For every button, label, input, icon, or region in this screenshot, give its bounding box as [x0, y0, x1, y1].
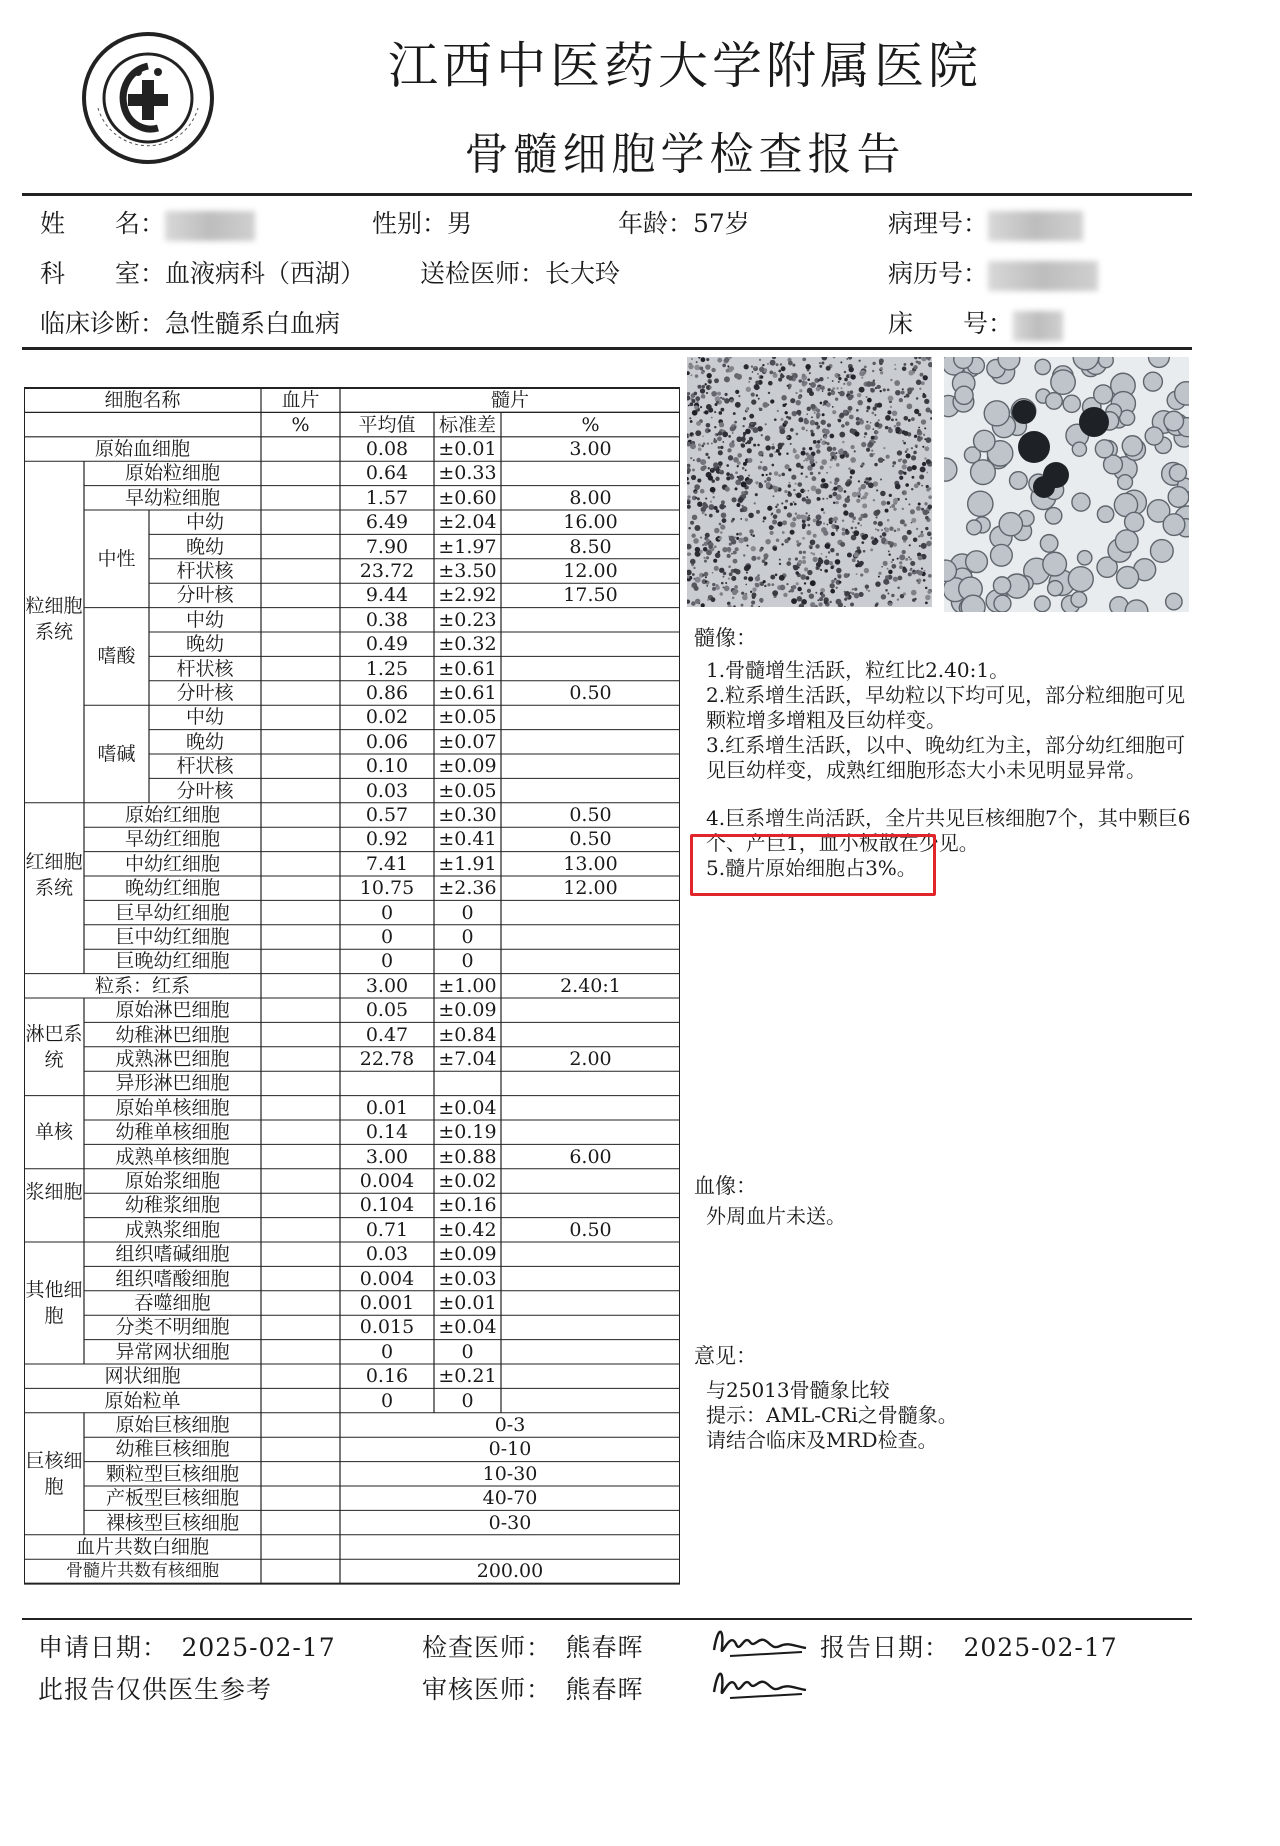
table-row-name: 幼稚单核细胞	[115, 1121, 230, 1144]
sd-value: 0	[461, 901, 474, 924]
sd-value: ±7.04	[438, 1048, 497, 1070]
table-row-name: 异常网状细胞	[115, 1340, 230, 1363]
sd-value: ±0.19	[438, 1121, 497, 1144]
pct-value	[501, 1364, 680, 1388]
group-other: 其他细胞	[25, 1279, 83, 1327]
mean-value: 1.25	[365, 657, 409, 680]
table-row-name: 异形淋巴细胞	[115, 1072, 230, 1095]
pct-value	[501, 925, 680, 949]
mean-value: 0.03	[365, 1243, 409, 1266]
examining-doctor: 检查医师： 熊春晖	[422, 1633, 644, 1662]
info-divider	[22, 347, 1192, 350]
table-row-name: 颗粒型巨核细胞	[105, 1462, 239, 1485]
table-row-name: 分类不明细胞	[115, 1316, 230, 1339]
pct-value: 2.40:1	[560, 974, 621, 997]
mean-value: 3.00	[365, 1145, 409, 1168]
group-lymphocyte: 淋巴系统	[25, 1022, 83, 1071]
table-row-name: 杆状核	[176, 560, 234, 582]
sd-value: ±0.88	[438, 1145, 497, 1168]
table-row-name: 中幼	[185, 706, 224, 729]
mean-value: 10.75	[359, 877, 415, 900]
table-row-name: 巨晚幼红细胞	[115, 950, 230, 973]
table-row-name: 裸核型巨核细胞	[105, 1511, 239, 1534]
mean-value: 0.14	[365, 1121, 409, 1144]
marrow-finding-1: 1.骨髓增生活跃，粒红比2.40:1。	[706, 658, 1010, 682]
pct-value	[501, 1096, 680, 1120]
pct-value	[501, 1071, 680, 1095]
sd-value: ±0.23	[438, 608, 497, 631]
table-row-name: 原始粒细胞	[124, 462, 220, 485]
pct-value	[501, 779, 680, 803]
sd-value: 0	[461, 1389, 474, 1412]
sd-value: ±0.32	[438, 633, 497, 656]
table-row-name: 组织嗜碱细胞	[115, 1243, 230, 1266]
mean-value: 0.004	[359, 1267, 415, 1290]
pathology-number	[888, 204, 1083, 241]
group-erythroid: 红细胞系统	[25, 851, 83, 900]
mean-value: 0	[380, 1340, 394, 1363]
group-eosinophil: 嗜酸	[97, 645, 136, 668]
header-marrow: 髓片	[490, 389, 529, 412]
table-row-name: 晚幼	[185, 535, 224, 558]
pct-value	[501, 1193, 680, 1217]
examiner-signature	[710, 1620, 810, 1668]
apply-date: 申请日期： 2025-02-17	[38, 1633, 336, 1662]
mean-value: 0.03	[365, 779, 409, 802]
pct-value	[501, 1242, 680, 1266]
sd-value: 0	[461, 1340, 474, 1363]
table-row-name: 杆状核	[176, 657, 234, 680]
table-row-name: 幼稚浆细胞	[124, 1194, 220, 1217]
header-blood: 血片	[281, 389, 320, 412]
sd-value: ±0.09	[438, 755, 497, 778]
mean-value: 0.92	[365, 828, 409, 851]
table-row-name: 血片共数白细胞	[75, 1536, 209, 1558]
pct-value	[501, 901, 680, 925]
sd-value: ±1.00	[438, 974, 497, 997]
mean-value: 0.004	[359, 1170, 415, 1192]
mean-value: 23.72	[359, 560, 415, 582]
table-row-name: 成熟浆细胞	[124, 1218, 220, 1241]
pct-value	[501, 998, 680, 1022]
mean-value: 7.41	[365, 852, 409, 875]
pct-value: 0.50	[569, 1218, 612, 1241]
redacted-bed-no	[1013, 311, 1063, 341]
sd-value: ±0.61	[438, 682, 497, 704]
sd-value: ±3.50	[438, 560, 497, 582]
table-row-name: 原始单核细胞	[115, 1096, 230, 1119]
reviewing-doctor: 审核医师： 熊春晖	[422, 1675, 644, 1704]
pct-value	[501, 705, 680, 729]
table-row-name: 分叶核	[176, 584, 234, 607]
range-value: 0-30	[488, 1511, 532, 1534]
table-row-name: 原始淋巴细胞	[115, 999, 230, 1022]
pct-value	[501, 949, 680, 973]
mean-value: 0.06	[365, 730, 409, 753]
table-row-name: 成熟淋巴细胞	[115, 1048, 230, 1070]
group-granulocyte: 粒细胞系统	[25, 595, 83, 643]
sd-value: ±2.36	[438, 877, 497, 900]
redacted-record-no	[988, 261, 1098, 291]
sd-value: ±0.01	[438, 438, 497, 460]
mean-value: 0.57	[365, 804, 409, 826]
pct-value: 6.00	[569, 1145, 612, 1168]
group-neutrophil: 中性	[97, 547, 136, 570]
bed-label: 床 号：	[888, 309, 1014, 338]
patient-name	[40, 204, 255, 241]
sd-value: ±0.30	[438, 804, 497, 826]
record-label: 病历号：	[888, 259, 989, 288]
group-plasma: 浆细胞	[25, 1181, 83, 1204]
mean-value: 0.015	[359, 1316, 415, 1339]
sd-value	[434, 1071, 501, 1095]
mean-value: 0.49	[365, 633, 409, 656]
referring-doctor: 送检医师：长大玲	[420, 259, 621, 288]
table-row-name: 骨髓片共数有核细胞	[66, 1561, 219, 1582]
sd-value: ±2.04	[438, 511, 497, 534]
table-row-name: 幼稚巨核细胞	[115, 1438, 230, 1461]
pct-value	[501, 730, 680, 754]
table-row-name: 原始血细胞	[94, 438, 190, 460]
sd-value: ±2.92	[438, 584, 497, 607]
mean-value: 6.49	[365, 511, 409, 534]
sd-value: ±0.02	[438, 1170, 497, 1192]
sd-value: ±0.42	[438, 1218, 497, 1241]
header-blood-pct: %	[291, 413, 310, 436]
highlight-box	[690, 834, 936, 896]
sd-value: ±0.04	[438, 1316, 497, 1339]
pct-value: 2.00	[569, 1048, 612, 1070]
sd-value: ±1.91	[438, 852, 497, 875]
marrow-finding-4: 4.巨系增生尚活跃，全片共见巨核细胞7个，其中颗巨6个、产巨1，血小板散在少见。	[706, 806, 1191, 855]
sd-value: ±0.41	[438, 828, 497, 851]
report-date: 报告日期： 2025-02-17	[820, 1633, 1118, 1662]
mean-value: 3.00	[365, 974, 409, 997]
reviewer-signature	[710, 1662, 810, 1710]
marrow-finding-3: 3.红系增生活跃，以中、晚幼红为主，部分幼红细胞可见巨幼样变，成熟红细胞形态大小未见明显异常。	[706, 733, 1186, 782]
pct-value: 13.00	[563, 852, 618, 875]
mean-value: 0.08	[365, 438, 409, 460]
table-row-name: 分叶核	[176, 779, 234, 802]
pct-value	[501, 1315, 680, 1339]
mean-value: 7.90	[365, 535, 409, 558]
mean-value: 0	[380, 901, 394, 924]
footer-divider	[22, 1618, 1192, 1620]
group-monocyte: 单核	[34, 1121, 73, 1144]
pct-value	[501, 608, 680, 632]
table-row-name: 中幼红细胞	[124, 852, 220, 875]
pct-value: 0.50	[569, 804, 612, 826]
sd-value: ±0.21	[438, 1365, 497, 1388]
patient-age: 年龄：57岁	[618, 209, 750, 238]
cell-count-table	[24, 386, 680, 1594]
mean-value: 0.05	[365, 999, 409, 1022]
pct-value: 8.00	[569, 486, 612, 509]
pct-value: 0.50	[569, 828, 612, 851]
pct-value	[501, 754, 680, 778]
blood-finding: 外周血片未送。	[706, 1204, 846, 1228]
pct-value	[501, 1340, 680, 1364]
pct-value	[501, 1023, 680, 1047]
sd-value: ±0.61	[438, 657, 497, 680]
header-pct: %	[581, 413, 600, 436]
sd-value: 0	[461, 926, 474, 948]
table-row-name: 产板型巨核细胞	[105, 1487, 239, 1510]
table-row-name: 原始浆细胞	[124, 1170, 220, 1192]
table-row-name: 分叶核	[176, 682, 234, 704]
sd-value: ±0.09	[438, 1243, 497, 1266]
sd-value: ±0.04	[438, 1096, 497, 1119]
pct-value: 8.50	[569, 535, 612, 558]
redacted-pathology-no	[988, 211, 1083, 241]
sd-value: ±0.01	[438, 1292, 497, 1314]
hospital-name: 江西中医药大学附属医院	[388, 37, 982, 95]
pct-value	[501, 461, 680, 485]
record-number	[888, 254, 1098, 291]
department: 科 室：血液病科（西湖）	[40, 259, 366, 288]
mean-value: 0.38	[365, 608, 409, 631]
sd-value: ±0.16	[438, 1194, 497, 1217]
table-row-name: 巨早幼红细胞	[115, 901, 230, 924]
marrow-section-title: 髓像：	[694, 626, 757, 650]
bed-number	[888, 304, 1063, 341]
opinion-line-2: 提示：AML-CRi之骨髓象。	[706, 1403, 958, 1427]
pct-value	[501, 632, 680, 656]
clinical-diagnosis: 临床诊断：急性髓系白血病	[40, 309, 341, 338]
table-row-name: 原始红细胞	[124, 804, 220, 826]
blood-section-title: 血像：	[694, 1174, 757, 1198]
report-title: 骨髓细胞学检查报告	[464, 129, 906, 180]
pct-value: 17.50	[563, 584, 618, 607]
mean-value: 9.44	[365, 584, 409, 607]
table-row-name: 吞噬细胞	[134, 1292, 211, 1314]
sd-value: ±0.09	[438, 999, 497, 1022]
range-value: 0-3	[494, 1414, 526, 1436]
pct-value: 0.50	[569, 682, 612, 704]
group-megakaryocyte: 巨核细胞	[25, 1449, 83, 1498]
header-divider	[22, 193, 1192, 196]
header-mean: 平均值	[358, 413, 416, 436]
mean-value: 0	[380, 1389, 394, 1412]
pct-value: 12.00	[563, 877, 618, 900]
disclaimer-note: 此报告仅供医生参考	[38, 1675, 273, 1704]
sd-value: ±0.05	[438, 779, 497, 802]
range-value: 40-70	[482, 1487, 538, 1510]
table-row-name: 中幼	[185, 511, 224, 534]
pct-value	[501, 1169, 680, 1193]
table-row-name: 晚幼红细胞	[124, 877, 220, 900]
mean-value: 0.104	[359, 1194, 415, 1217]
table-row-name: 早幼红细胞	[124, 828, 220, 851]
mean-value: 0.86	[365, 682, 409, 704]
marrow-smear-image-low-power	[687, 357, 932, 607]
mean-value: 0.64	[365, 462, 409, 485]
range-value	[340, 1535, 680, 1559]
pct-value: 16.00	[563, 511, 618, 534]
pct-value: 3.00	[569, 438, 612, 460]
pct-value	[501, 657, 680, 681]
table-row-name: 早幼粒细胞	[124, 486, 220, 509]
mean-value: 0.71	[365, 1218, 409, 1241]
sd-value: ±0.33	[438, 462, 497, 485]
table-row-name: 原始巨核细胞	[115, 1414, 230, 1436]
opinion-section-title: 意见：	[694, 1344, 757, 1368]
mean-value: 0	[380, 926, 394, 948]
range-value: 0-10	[488, 1438, 532, 1461]
pct-value	[501, 1291, 680, 1315]
mean-value: 0.10	[365, 755, 409, 778]
mean-value: 0.02	[365, 706, 409, 729]
header-cell-name: 细胞名称	[104, 389, 181, 412]
sd-value: ±1.97	[438, 535, 497, 558]
pathology-label: 病理号：	[888, 209, 989, 238]
pct-value: 12.00	[563, 560, 618, 582]
sd-value: ±0.07	[438, 730, 497, 753]
table-row-name: 原始粒单	[104, 1389, 181, 1412]
marrow-smear-image-high-power	[944, 357, 1189, 612]
sd-value: ±0.05	[438, 706, 497, 729]
pct-value	[501, 1267, 680, 1291]
mean-value: 0.01	[365, 1096, 409, 1119]
redacted-name	[165, 211, 255, 241]
sd-value: ±0.03	[438, 1267, 497, 1290]
sd-value: ±0.84	[438, 1023, 497, 1046]
header-sd: 标准差	[438, 413, 496, 436]
pct-value	[501, 1389, 680, 1413]
mean-value: 1.57	[365, 486, 409, 509]
opinion-line-3: 请结合临床及MRD检查。	[706, 1428, 938, 1452]
table-row-name: 晚幼	[185, 633, 224, 656]
mean-value: 0.16	[365, 1365, 409, 1388]
table-row-name: 网状细胞	[104, 1365, 181, 1388]
table-row-name: 幼稚淋巴细胞	[115, 1023, 230, 1046]
group-basophil: 嗜碱	[97, 743, 136, 765]
range-value: 10-30	[482, 1462, 538, 1485]
table-row-name: 粒系：红系	[94, 974, 190, 997]
mean-value: 0.001	[359, 1292, 415, 1314]
mean-value: 0	[380, 950, 394, 973]
marrow-finding-5: 5.髓片原始细胞占3%。	[706, 856, 917, 880]
table-row-name: 组织嗜酸细胞	[115, 1267, 230, 1290]
range-value: 200.00	[476, 1560, 544, 1583]
table-row-name: 晚幼	[185, 730, 224, 753]
mean-value: 0.47	[365, 1023, 409, 1046]
pct-value	[501, 1120, 680, 1144]
sd-value: ±0.60	[438, 486, 497, 509]
patient-sex: 性别：男	[372, 209, 473, 238]
name-label: 姓 名：	[40, 209, 166, 238]
table-row-name: 成熟单核细胞	[115, 1145, 230, 1168]
table-row-name: 巨中幼红细胞	[115, 926, 230, 948]
table-row-name: 杆状核	[176, 755, 234, 778]
marrow-finding-2: 2.粒系增生活跃，早幼粒以下均可见，部分粒细胞可见颗粒增多增粗及巨幼样变。	[706, 683, 1186, 732]
mean-value	[340, 1071, 434, 1095]
mean-value: 22.78	[359, 1048, 415, 1070]
opinion-line-1: 与25013骨髓象比较	[706, 1378, 890, 1402]
sd-value: 0	[461, 950, 474, 973]
table-row-name: 中幼	[185, 608, 224, 631]
